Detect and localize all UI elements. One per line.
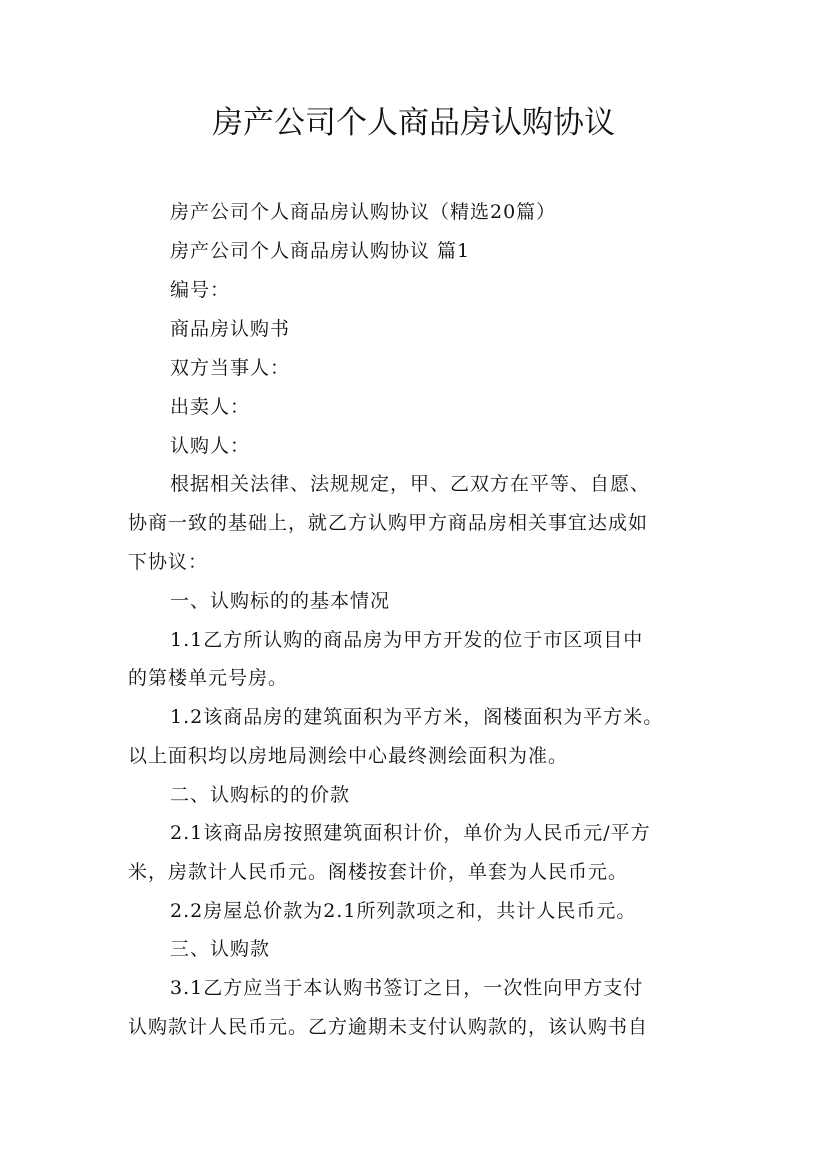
document-title: 房产公司个人商品房认购协议: [212, 105, 615, 141]
paragraph-line: 认购款计人民币元。乙方逾期未支付认购款的，该认购书自: [128, 1016, 649, 1038]
paragraph-line: 以上面积均以房地局测绘中心最终测绘面积为准。: [128, 745, 569, 767]
paragraph-line: 1.2该商品房的建筑面积为平方米，阁楼面积为平方米。: [170, 706, 664, 728]
document-name: 商品房认购书: [170, 318, 291, 340]
field-number: 编号：: [170, 279, 231, 301]
section-heading: 一、认购标的的基本情况: [170, 590, 391, 612]
section-heading: 三、认购款: [170, 938, 271, 960]
paragraph-line: 米，房款计人民币元。阁楼按套计价，单套为人民币元。: [128, 861, 629, 883]
buyer-label: 认购人：: [170, 435, 251, 457]
paragraph-line: 协商一致的基础上，就乙方认购甲方商品房相关事宜达成如: [128, 512, 649, 534]
paragraph-line: 2.2房屋总价款为2.1所列款项之和，共计人民币元。: [170, 900, 637, 922]
paragraph-line: 1.1乙方所认购的商品房为甲方开发的位于市区项目中: [170, 629, 644, 651]
paragraph-line: 下协议：: [128, 551, 209, 573]
section-heading: 房产公司个人商品房认购协议 篇1: [170, 240, 471, 262]
paragraph-line: 根据相关法律、法规规定，甲、乙双方在平等、自愿、: [170, 473, 651, 495]
paragraph-line: 2.1该商品房按照建筑面积计价，单价为人民币元/平方: [170, 822, 651, 844]
parties-label: 双方当事人：: [170, 357, 291, 379]
paragraph-line: 3.1乙方应当于本认购书签订之日，一次性向甲方支付: [170, 977, 644, 999]
paragraph-line: 的第楼单元号房。: [128, 667, 289, 689]
document-subtitle: 房产公司个人商品房认购协议（精选20篇）: [170, 201, 557, 223]
section-heading: 二、认购标的的价款: [170, 784, 351, 806]
seller-label: 出卖人：: [170, 396, 251, 418]
